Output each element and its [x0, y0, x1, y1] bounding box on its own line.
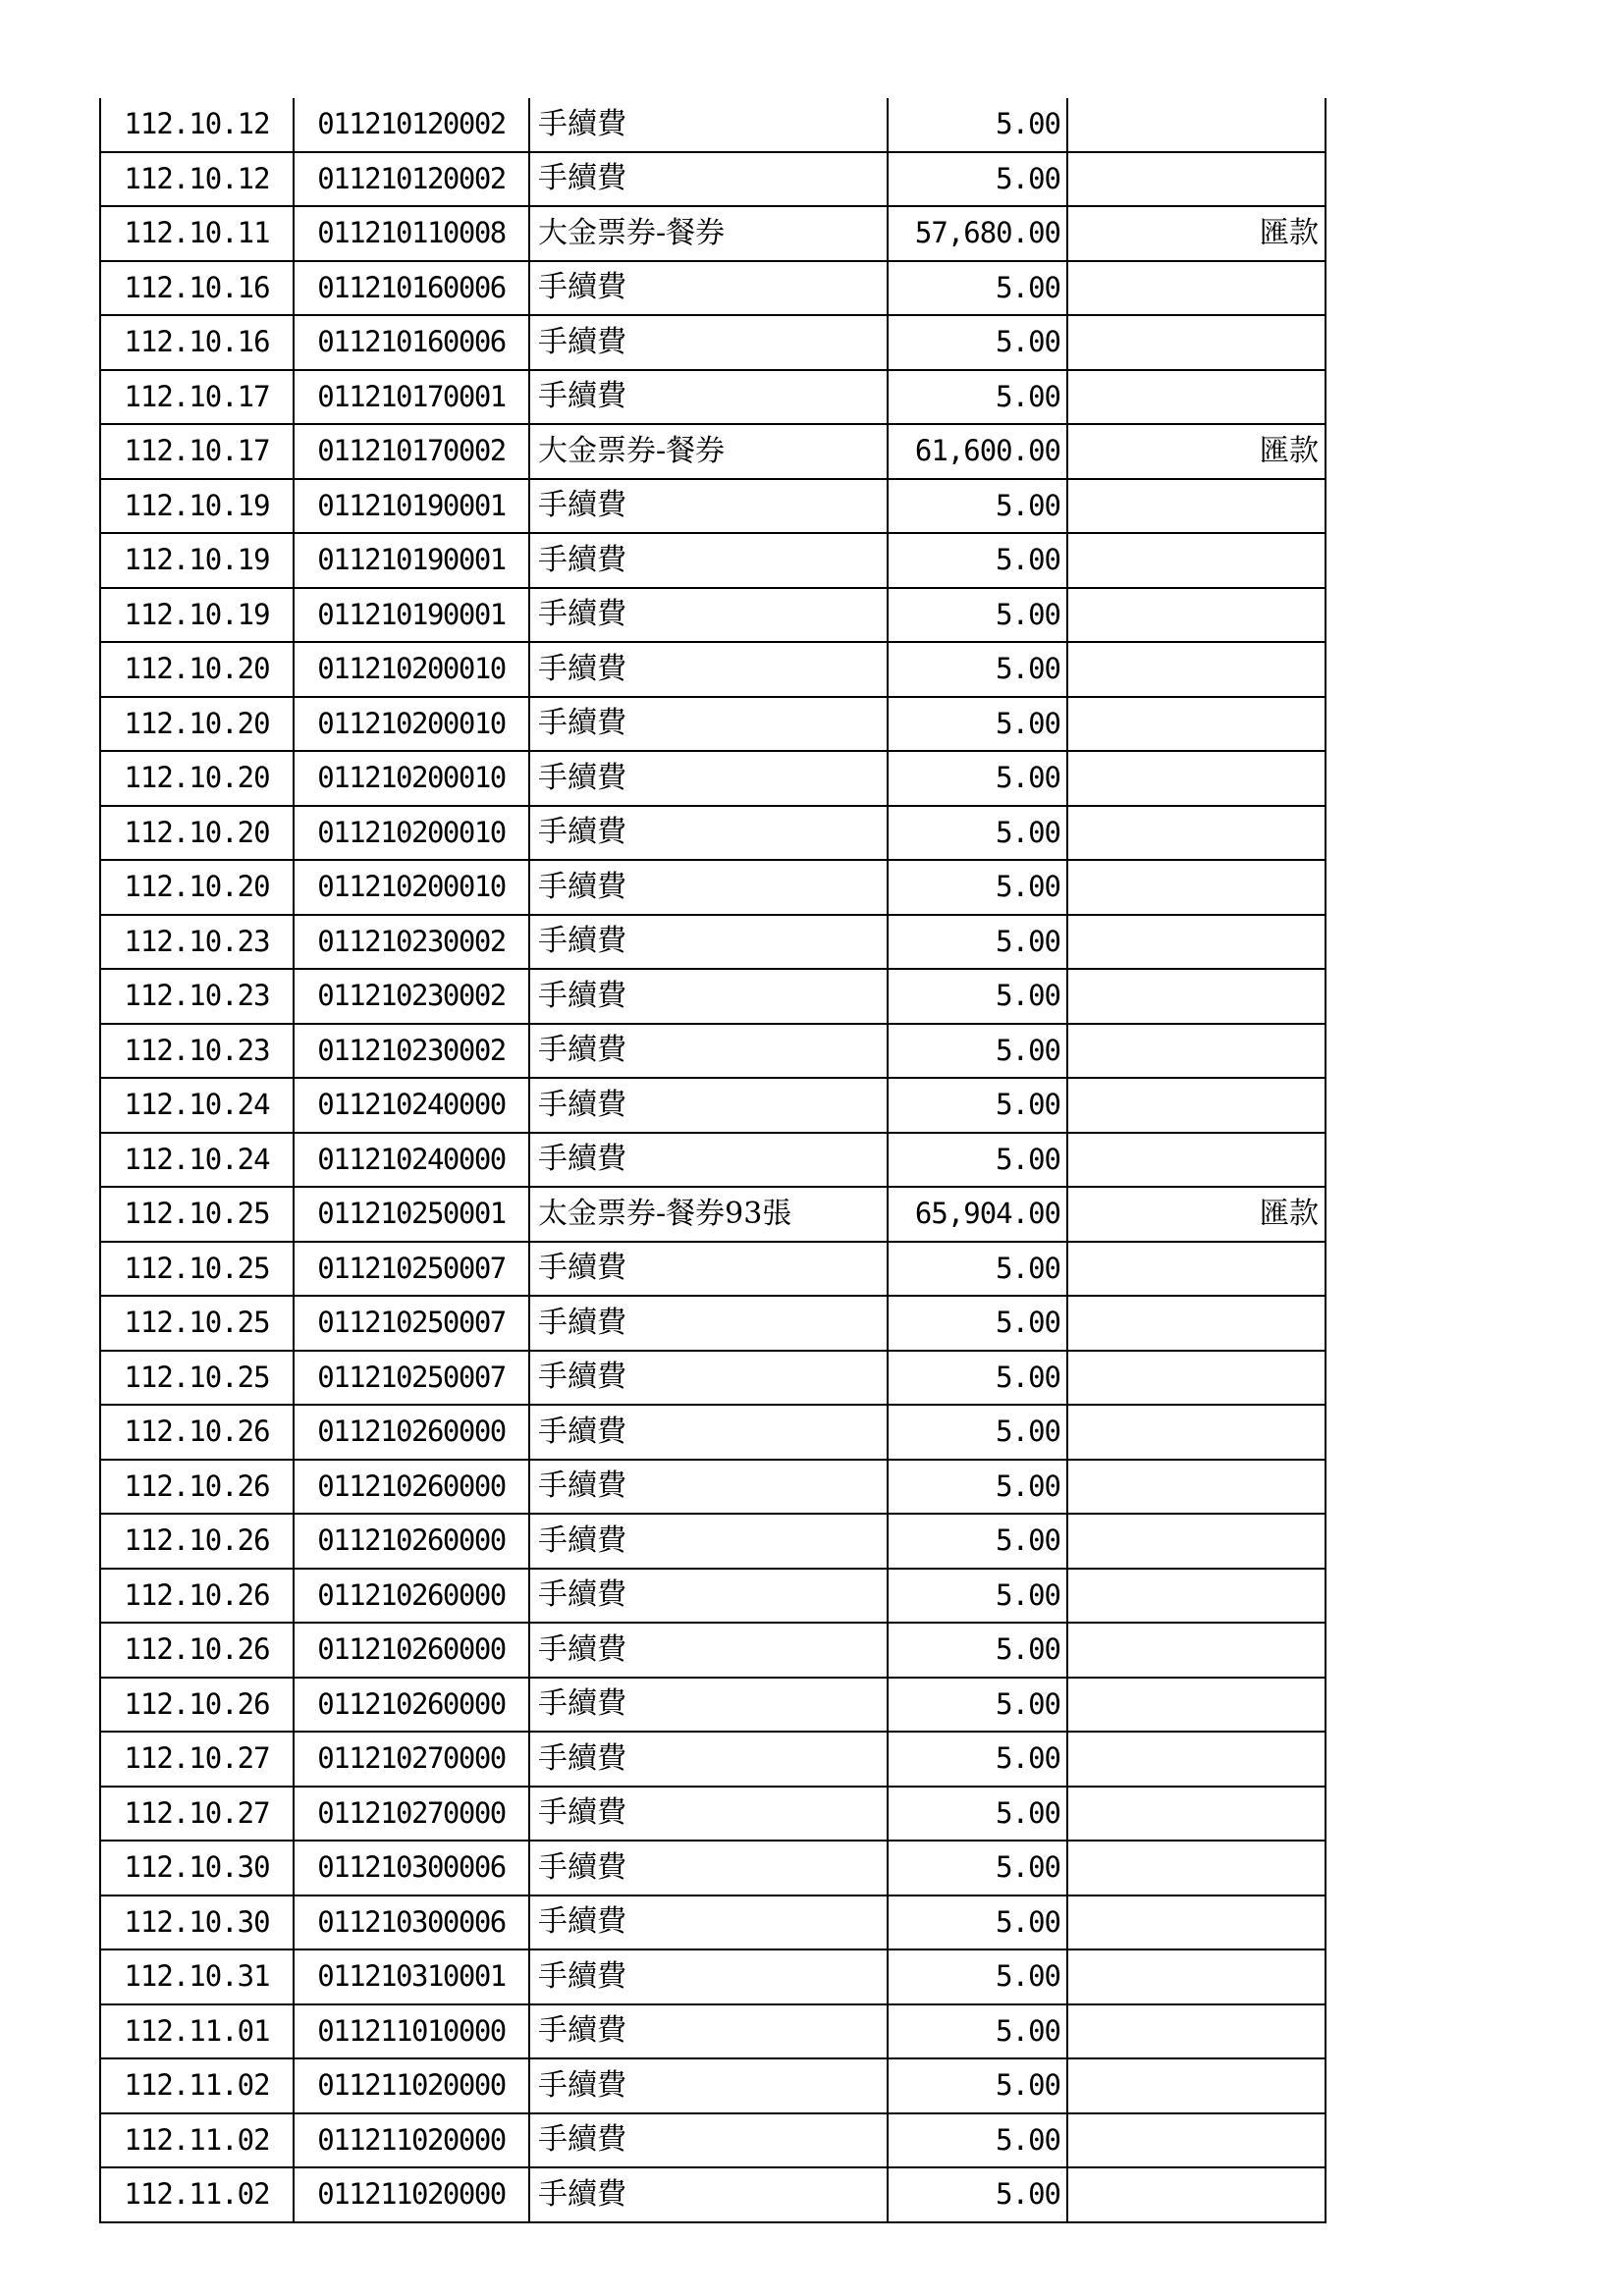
note-cell [1067, 2167, 1326, 2222]
date-cell: 112.10.27 [100, 1787, 294, 1842]
note-cell [1067, 642, 1326, 697]
amount-cell: 5.00 [888, 1787, 1067, 1842]
amount-cell: 5.00 [888, 479, 1067, 534]
voucher-number-cell: 011210200010 [294, 697, 529, 752]
date-cell: 112.10.23 [100, 969, 294, 1024]
amount-cell: 5.00 [888, 697, 1067, 752]
table-row [100, 152, 1326, 207]
description-cell: 手續費 [529, 2113, 888, 2168]
description-cell: 手續費 [529, 98, 888, 152]
description-cell: 手續費 [529, 1405, 888, 1460]
date-cell: 112.10.26 [100, 1405, 294, 1460]
date-cell: 112.10.20 [100, 697, 294, 752]
table-row [100, 860, 1326, 915]
amount-cell: 5.00 [888, 1024, 1067, 1079]
date-cell: 112.11.02 [100, 2058, 294, 2113]
table-row [100, 1841, 1326, 1896]
description-cell: 手續費 [529, 2004, 888, 2059]
date-cell: 112.10.25 [100, 1351, 294, 1406]
table-row [100, 2113, 1326, 2168]
amount-cell: 57,680.00 [888, 206, 1067, 261]
amount-cell: 5.00 [888, 2004, 1067, 2059]
description-cell: 手續費 [529, 1242, 888, 1297]
description-cell: 手續費 [529, 1623, 888, 1678]
amount-cell: 5.00 [888, 2058, 1067, 2113]
amount-cell: 5.00 [888, 860, 1067, 915]
voucher-number-cell: 011210250007 [294, 1351, 529, 1406]
table-row [100, 1242, 1326, 1297]
description-cell: 手續費 [529, 642, 888, 697]
table-row [100, 697, 1326, 752]
date-cell: 112.10.11 [100, 206, 294, 261]
note-cell [1067, 1569, 1326, 1624]
description-cell: 手續費 [529, 806, 888, 861]
date-cell: 112.10.25 [100, 1187, 294, 1242]
voucher-number-cell: 011210250007 [294, 1296, 529, 1351]
description-cell: 太金票券-餐券93張 [529, 1187, 888, 1242]
amount-cell: 5.00 [888, 2113, 1067, 2168]
voucher-number-cell: 011210240000 [294, 1078, 529, 1133]
table-row [100, 261, 1326, 316]
description-cell: 手續費 [529, 1133, 888, 1188]
voucher-number-cell: 011210260000 [294, 1460, 529, 1515]
amount-cell: 5.00 [888, 1569, 1067, 1624]
voucher-number-cell: 011210250001 [294, 1187, 529, 1242]
table-row [100, 206, 1326, 261]
description-cell: 手續費 [529, 1569, 888, 1624]
note-cell [1067, 152, 1326, 207]
amount-cell: 5.00 [888, 152, 1067, 207]
date-cell: 112.10.25 [100, 1296, 294, 1351]
table-row [100, 370, 1326, 425]
voucher-number-cell: 011210160006 [294, 315, 529, 370]
voucher-number-cell: 011210160006 [294, 261, 529, 316]
voucher-number-cell: 011210190001 [294, 479, 529, 534]
table-row [100, 98, 1326, 152]
date-cell: 112.10.20 [100, 806, 294, 861]
table-row [100, 1514, 1326, 1569]
amount-cell: 5.00 [888, 806, 1067, 861]
date-cell: 112.10.16 [100, 261, 294, 316]
date-cell: 112.10.27 [100, 1732, 294, 1787]
voucher-number-cell: 011211020000 [294, 2058, 529, 2113]
table-row [100, 969, 1326, 1024]
voucher-number-cell: 011210190001 [294, 533, 529, 588]
table-row [100, 2167, 1326, 2222]
note-cell [1067, 2113, 1326, 2168]
note-cell [1067, 1078, 1326, 1133]
table-row [100, 1460, 1326, 1515]
description-cell: 手續費 [529, 1949, 888, 2004]
description-cell: 手續費 [529, 588, 888, 643]
date-cell: 112.10.31 [100, 1949, 294, 2004]
voucher-number-cell: 011210260000 [294, 1678, 529, 1733]
date-cell: 112.10.30 [100, 1841, 294, 1896]
date-cell: 112.10.26 [100, 1569, 294, 1624]
table-row [100, 2004, 1326, 2059]
date-cell: 112.10.20 [100, 642, 294, 697]
note-cell [1067, 1351, 1326, 1406]
description-cell: 大金票券-餐券 [529, 206, 888, 261]
date-cell: 112.11.02 [100, 2167, 294, 2222]
description-cell: 大金票券-餐券 [529, 424, 888, 479]
table-row [100, 1405, 1326, 1460]
note-cell [1067, 1678, 1326, 1733]
amount-cell: 5.00 [888, 1296, 1067, 1351]
date-cell: 112.10.20 [100, 751, 294, 806]
note-cell [1067, 1841, 1326, 1896]
table-row [100, 1296, 1326, 1351]
date-cell: 112.10.30 [100, 1896, 294, 1950]
table-row [100, 1949, 1326, 2004]
description-cell: 手續費 [529, 697, 888, 752]
amount-cell: 5.00 [888, 1678, 1067, 1733]
amount-cell: 5.00 [888, 2167, 1067, 2222]
ledger-body [100, 98, 1326, 2222]
date-cell: 112.10.26 [100, 1678, 294, 1733]
note-cell [1067, 697, 1326, 752]
note-cell [1067, 533, 1326, 588]
voucher-number-cell: 011211010000 [294, 2004, 529, 2059]
voucher-number-cell: 011210260000 [294, 1623, 529, 1678]
note-cell [1067, 1732, 1326, 1787]
table-row [100, 2058, 1326, 2113]
description-cell: 手續費 [529, 860, 888, 915]
voucher-number-cell: 011210230002 [294, 1024, 529, 1079]
table-row [100, 915, 1326, 970]
voucher-number-cell: 011210170002 [294, 424, 529, 479]
note-cell [1067, 806, 1326, 861]
note-cell [1067, 1896, 1326, 1950]
description-cell: 手續費 [529, 152, 888, 207]
note-cell [1067, 479, 1326, 534]
table-row [100, 1351, 1326, 1406]
voucher-number-cell: 011210270000 [294, 1787, 529, 1842]
voucher-number-cell: 011210270000 [294, 1732, 529, 1787]
amount-cell: 5.00 [888, 370, 1067, 425]
date-cell: 112.10.20 [100, 860, 294, 915]
note-cell [1067, 860, 1326, 915]
voucher-number-cell: 011210230002 [294, 915, 529, 970]
table-row [100, 1732, 1326, 1787]
amount-cell: 5.00 [888, 1623, 1067, 1678]
table-row [100, 424, 1326, 479]
date-cell: 112.10.16 [100, 315, 294, 370]
note-cell [1067, 751, 1326, 806]
date-cell: 112.10.19 [100, 588, 294, 643]
amount-cell: 5.00 [888, 533, 1067, 588]
voucher-number-cell: 011210200010 [294, 806, 529, 861]
note-cell [1067, 1133, 1326, 1188]
description-cell: 手續費 [529, 479, 888, 534]
voucher-number-cell: 011210250007 [294, 1242, 529, 1297]
table-row [100, 1896, 1326, 1950]
voucher-number-cell: 011210260000 [294, 1569, 529, 1624]
date-cell: 112.10.24 [100, 1133, 294, 1188]
amount-cell: 5.00 [888, 98, 1067, 152]
table-row [100, 806, 1326, 861]
amount-cell: 5.00 [888, 1732, 1067, 1787]
note-cell [1067, 261, 1326, 316]
description-cell: 手續費 [529, 315, 888, 370]
table-row [100, 1078, 1326, 1133]
table-row [100, 1133, 1326, 1188]
table-row [100, 642, 1326, 697]
table-row [100, 1787, 1326, 1842]
date-cell: 112.10.26 [100, 1460, 294, 1515]
date-cell: 112.10.12 [100, 152, 294, 207]
amount-cell: 5.00 [888, 751, 1067, 806]
description-cell: 手續費 [529, 1024, 888, 1079]
description-cell: 手續費 [529, 1514, 888, 1569]
date-cell: 112.10.12 [100, 98, 294, 152]
note-cell [1067, 1514, 1326, 1569]
amount-cell: 61,600.00 [888, 424, 1067, 479]
amount-cell: 5.00 [888, 1133, 1067, 1188]
description-cell: 手續費 [529, 915, 888, 970]
amount-cell: 5.00 [888, 1514, 1067, 1569]
date-cell: 112.10.19 [100, 479, 294, 534]
voucher-number-cell: 011210240000 [294, 1133, 529, 1188]
description-cell: 手續費 [529, 2167, 888, 2222]
table-row [100, 751, 1326, 806]
amount-cell: 5.00 [888, 261, 1067, 316]
voucher-number-cell: 011210120002 [294, 152, 529, 207]
note-cell [1067, 1405, 1326, 1460]
note-cell [1067, 588, 1326, 643]
date-cell: 112.10.24 [100, 1078, 294, 1133]
voucher-number-cell: 011210260000 [294, 1405, 529, 1460]
table-row [100, 1569, 1326, 1624]
description-cell: 手續費 [529, 1078, 888, 1133]
note-cell [1067, 1242, 1326, 1297]
voucher-number-cell: 011210300006 [294, 1841, 529, 1896]
description-cell: 手續費 [529, 2058, 888, 2113]
date-cell: 112.10.19 [100, 533, 294, 588]
description-cell: 手續費 [529, 370, 888, 425]
table-row [100, 588, 1326, 643]
ledger-table [99, 98, 1326, 2223]
description-cell: 手續費 [529, 1351, 888, 1406]
voucher-number-cell: 011210120002 [294, 98, 529, 152]
amount-cell: 5.00 [888, 1896, 1067, 1950]
voucher-number-cell: 011210260000 [294, 1514, 529, 1569]
note-cell: 匯款 [1067, 424, 1326, 479]
note-cell [1067, 2058, 1326, 2113]
table-row [100, 479, 1326, 534]
amount-cell: 5.00 [888, 1242, 1067, 1297]
note-cell [1067, 98, 1326, 152]
voucher-number-cell: 011210200010 [294, 751, 529, 806]
table-row [100, 1623, 1326, 1678]
amount-cell: 5.00 [888, 1460, 1067, 1515]
date-cell: 112.10.17 [100, 424, 294, 479]
voucher-number-cell: 011211020000 [294, 2113, 529, 2168]
table-row [100, 1187, 1326, 1242]
voucher-number-cell: 011210300006 [294, 1896, 529, 1950]
note-cell [1067, 915, 1326, 970]
amount-cell: 5.00 [888, 642, 1067, 697]
description-cell: 手續費 [529, 261, 888, 316]
note-cell [1067, 370, 1326, 425]
description-cell: 手續費 [529, 1678, 888, 1733]
amount-cell: 5.00 [888, 1949, 1067, 2004]
amount-cell: 5.00 [888, 315, 1067, 370]
description-cell: 手續費 [529, 1841, 888, 1896]
description-cell: 手續費 [529, 1296, 888, 1351]
date-cell: 112.10.17 [100, 370, 294, 425]
note-cell [1067, 969, 1326, 1024]
voucher-number-cell: 011211020000 [294, 2167, 529, 2222]
amount-cell: 5.00 [888, 1405, 1067, 1460]
note-cell [1067, 1024, 1326, 1079]
voucher-number-cell: 011210190001 [294, 588, 529, 643]
voucher-number-cell: 011210200010 [294, 642, 529, 697]
note-cell: 匯款 [1067, 1187, 1326, 1242]
amount-cell: 65,904.00 [888, 1187, 1067, 1242]
voucher-number-cell: 011210230002 [294, 969, 529, 1024]
amount-cell: 5.00 [888, 915, 1067, 970]
date-cell: 112.10.25 [100, 1242, 294, 1297]
table-row [100, 1678, 1326, 1733]
note-cell [1067, 315, 1326, 370]
amount-cell: 5.00 [888, 1841, 1067, 1896]
voucher-number-cell: 011210200010 [294, 860, 529, 915]
table-row [100, 533, 1326, 588]
note-cell [1067, 1787, 1326, 1842]
date-cell: 112.11.02 [100, 2113, 294, 2168]
amount-cell: 5.00 [888, 588, 1067, 643]
note-cell [1067, 2004, 1326, 2059]
note-cell [1067, 1623, 1326, 1678]
note-cell [1067, 1460, 1326, 1515]
date-cell: 112.10.23 [100, 915, 294, 970]
description-cell: 手續費 [529, 1787, 888, 1842]
note-cell [1067, 1949, 1326, 2004]
description-cell: 手續費 [529, 1460, 888, 1515]
voucher-number-cell: 011210310001 [294, 1949, 529, 2004]
table-row [100, 315, 1326, 370]
note-cell [1067, 1296, 1326, 1351]
date-cell: 112.10.26 [100, 1514, 294, 1569]
description-cell: 手續費 [529, 533, 888, 588]
description-cell: 手續費 [529, 969, 888, 1024]
date-cell: 112.10.23 [100, 1024, 294, 1079]
description-cell: 手續費 [529, 1732, 888, 1787]
table-row [100, 1024, 1326, 1079]
amount-cell: 5.00 [888, 1351, 1067, 1406]
amount-cell: 5.00 [888, 1078, 1067, 1133]
voucher-number-cell: 011210170001 [294, 370, 529, 425]
voucher-number-cell: 011210110008 [294, 206, 529, 261]
description-cell: 手續費 [529, 751, 888, 806]
amount-cell: 5.00 [888, 969, 1067, 1024]
description-cell: 手續費 [529, 1896, 888, 1950]
date-cell: 112.10.26 [100, 1623, 294, 1678]
date-cell: 112.11.01 [100, 2004, 294, 2059]
note-cell: 匯款 [1067, 206, 1326, 261]
